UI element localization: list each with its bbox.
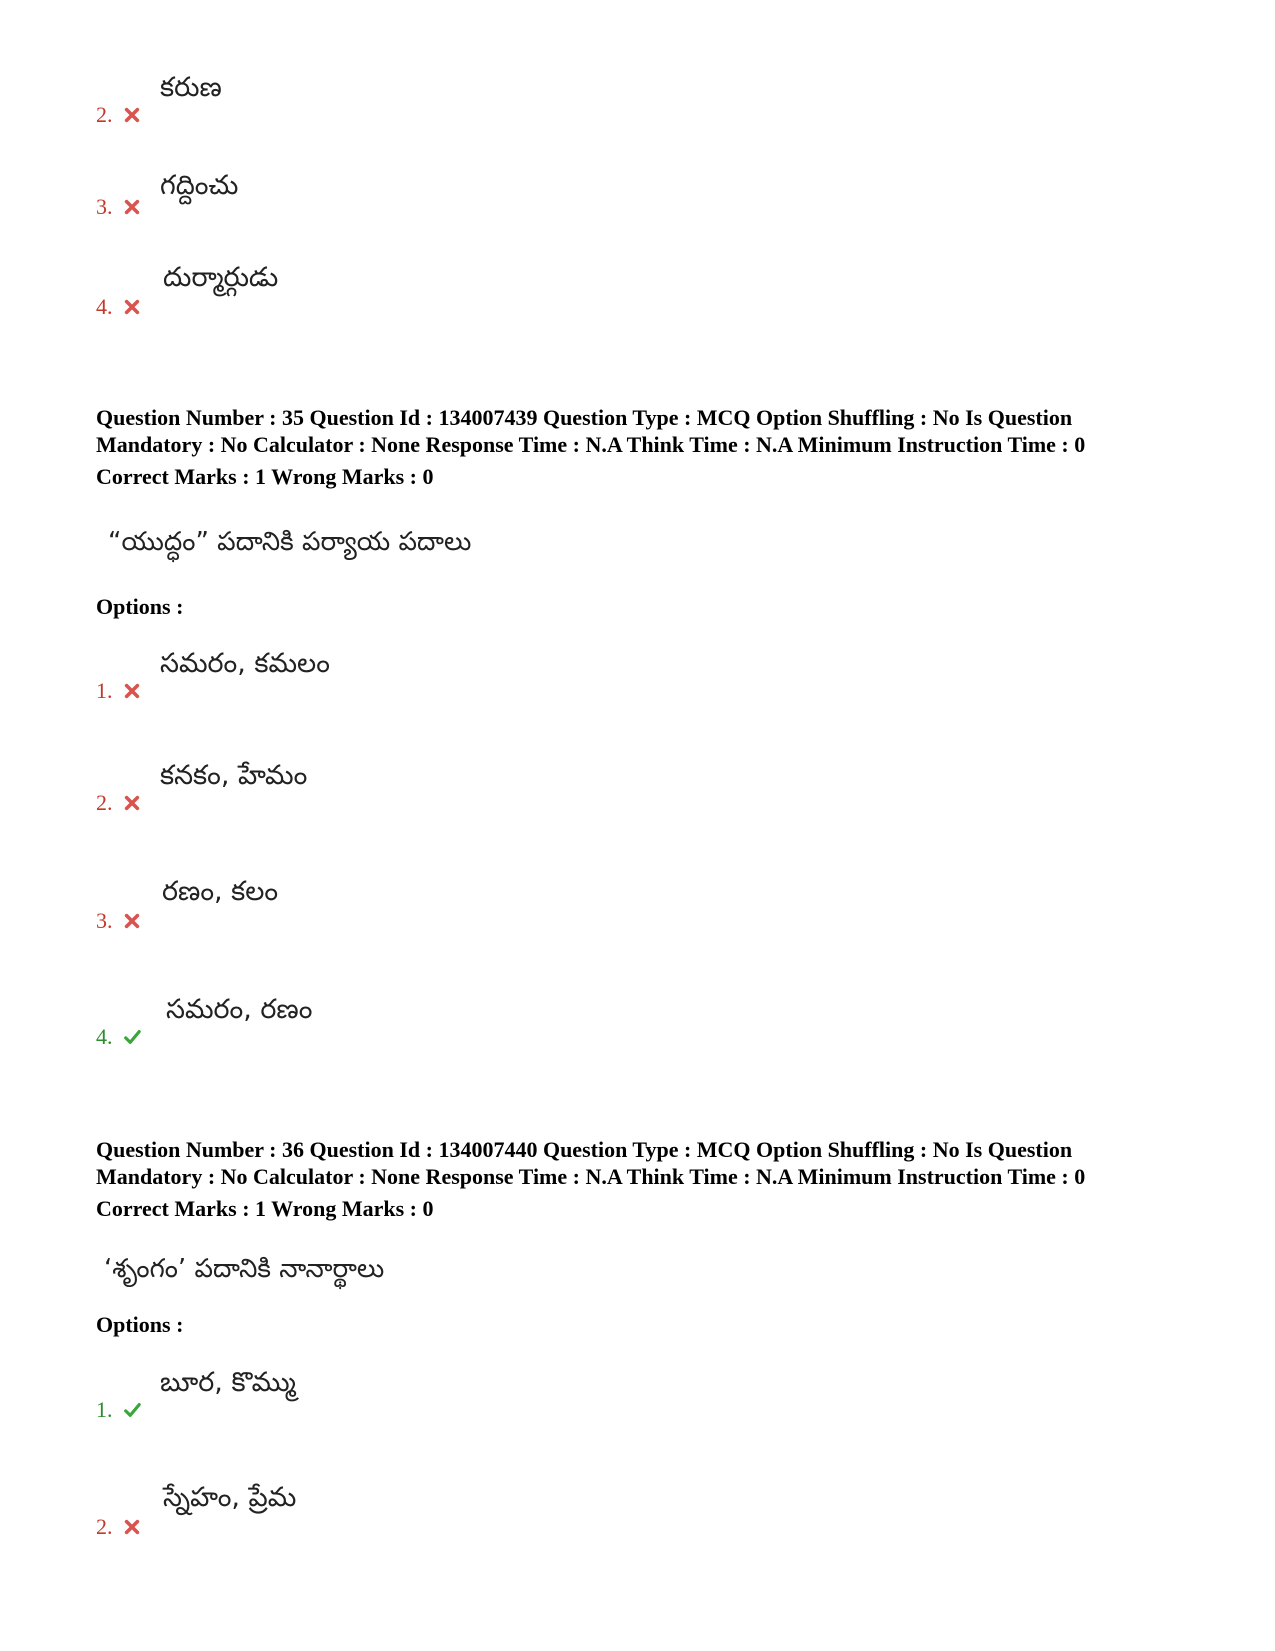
cross-icon [123, 912, 141, 930]
cross-icon [123, 1518, 141, 1536]
marks-line: Correct Marks : 1 Wrong Marks : 0 [96, 464, 434, 489]
option-number [96, 1024, 141, 1050]
option-number [96, 294, 141, 320]
question-text: “యుద్ధం” పదానికి పర్యాయ పదాలు [108, 527, 472, 557]
option-number [96, 1514, 141, 1540]
option-number-label: 4. [96, 294, 113, 319]
question-header-line: Question Number : 35 Question Id : 134007439 Question Type : MCQ Option Shuffling : No Is Question [96, 405, 1073, 430]
option-text: సమరం, రణం [166, 994, 313, 1025]
question-header-line: Mandatory : No Calculator : None Response Time : N.A Think Time : N.A Minimum Instruction Time : 0 [96, 432, 1086, 457]
question-text: ‘శృంగం’ పదానికి నానార్థాలు [104, 1254, 385, 1284]
cross-icon [123, 106, 141, 124]
option-number [96, 1397, 141, 1423]
cross-icon [123, 794, 141, 812]
cross-icon [123, 682, 141, 700]
option-number [96, 790, 141, 816]
option-number [96, 194, 141, 220]
question-header-line: Mandatory : No Calculator : None Response Time : N.A Think Time : N.A Minimum Instruction Time : 0 [96, 1164, 1086, 1189]
option-text: దుర్మార్గుడు [163, 262, 279, 293]
option-number-label: 2. [96, 102, 113, 127]
option-number-label: 1. [96, 678, 113, 703]
option-text: సమరం, కమలం [160, 648, 330, 679]
option-text: కనకం, హేమం [160, 760, 308, 791]
option-number-label: 1. [96, 1397, 113, 1422]
marks-line: Correct Marks : 1 Wrong Marks : 0 [96, 1196, 434, 1221]
check-icon [123, 1028, 141, 1046]
option-number [96, 102, 141, 128]
option-number [96, 908, 141, 934]
option-number-label: 3. [96, 194, 113, 219]
option-text: స్నేహం, ప్రేమ [163, 1482, 297, 1513]
option-number-label: 2. [96, 790, 113, 815]
options-label: Options : [96, 594, 184, 619]
cross-icon [123, 198, 141, 216]
question-header-line: Question Number : 36 Question Id : 134007440 Question Type : MCQ Option Shuffling : No Is Question [96, 1137, 1073, 1162]
option-number-label: 4. [96, 1024, 113, 1049]
question-header [96, 1136, 1196, 1222]
option-text: రణం, కలం [162, 876, 279, 907]
question-header [96, 404, 1196, 490]
cross-icon [123, 298, 141, 316]
option-text: గద్దించు [160, 170, 239, 201]
option-number-label: 2. [96, 1514, 113, 1539]
option-text: బూర, కొమ్ము [160, 1367, 296, 1398]
options-label: Options : [96, 1312, 184, 1337]
option-number-label: 3. [96, 908, 113, 933]
option-number [96, 678, 141, 704]
check-icon [123, 1401, 141, 1419]
option-text: కరుణ [160, 72, 222, 103]
